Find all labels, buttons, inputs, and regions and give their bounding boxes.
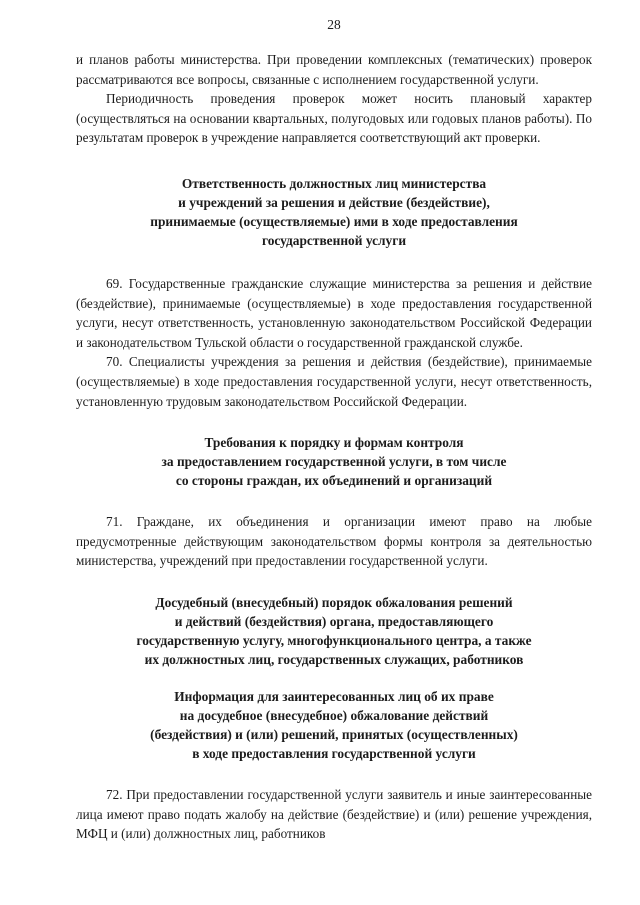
paragraph-inspections-scope: и планов работы министерства. При проведении комплексных (тематических) проверок рассматриваются все вопросы, связанные с исполнением государственной услуги. xyxy=(76,52,592,87)
paragraph-69: 69. Государственные гражданские служащие министерства за решения и действие (бездействие), принимаемые (осуществляемые) в ходе предоставления государственной услуги, несут ответственность, установленную законодательством Российской Федерации и законодательством Тульской области о государственной гражданской службе. xyxy=(76,275,592,350)
heading-line: их должностных лиц, государственных служащих, работников xyxy=(144,651,524,667)
heading-line: государственной услуги xyxy=(261,232,407,248)
heading-pretrial-appeal xyxy=(76,593,592,669)
heading-line: и действий (бездействия) органа, предоставляющего xyxy=(174,613,494,629)
paragraph-72: 72. При предоставлении государственной услуги заявитель и иные заинтересованные лица имеют право подать жалобу на действие (бездействие) и (или) решение учреждения, МФЦ и (или) должностных лиц, работников xyxy=(76,786,592,842)
heading-line: Информация для заинтересованных лиц об их праве xyxy=(174,688,494,704)
page-number: 28 xyxy=(327,17,341,32)
heading-line: в ходе предоставления государственной услуги xyxy=(192,745,476,761)
heading-appeal-information xyxy=(76,687,592,763)
document-body xyxy=(76,50,592,844)
heading-line: со стороны граждан, их объединений и организаций xyxy=(175,473,493,489)
paragraph-inspection-periodicity: Периодичность проведения проверок может носить плановый характер (осуществляться на основании квартальных, полугодовых или годовых планов работы). По результатам проверок в учреждение направляется соответствующий акт проверки. xyxy=(76,91,592,146)
heading-line: Ответственность должностных лиц министерства xyxy=(181,175,487,191)
heading-line: государственную услугу, многофункционального центра, а также xyxy=(136,632,532,648)
heading-officials-responsibility xyxy=(76,174,592,250)
heading-line: Досудебный (внесудебный) порядок обжалования решений xyxy=(155,594,513,610)
heading-line: (бездействия) и (или) решений, принятых (осуществленных) xyxy=(150,726,518,742)
heading-line: принимаемые (осуществляемые) ими в ходе предоставления xyxy=(150,213,518,229)
paragraph-71: 71. Граждане, их объединения и организации имеют право на любые предусмотренные действующим законодательством формы контроля за деятельностью министерства, учреждений при предоставлении государственной услуги. xyxy=(76,514,592,569)
heading-line: за предоставлением государственной услуги, в том числе xyxy=(161,454,507,470)
heading-control-requirements xyxy=(76,433,592,490)
paragraph-70: 70. Специалисты учреждения за решения и действия (бездействие), принимаемые (осуществляемые) в ходе предоставления государственной услуги, несут ответственность, установленную трудовым законодательством Российской Федерации. xyxy=(76,354,592,409)
document-page xyxy=(76,0,592,905)
heading-line: и учреждений за решения и действие (бездействие), xyxy=(178,194,490,210)
heading-line: Требования к порядку и формам контроля xyxy=(204,435,464,451)
heading-line: на досудебное (внесудебное) обжалование действий xyxy=(179,707,489,723)
